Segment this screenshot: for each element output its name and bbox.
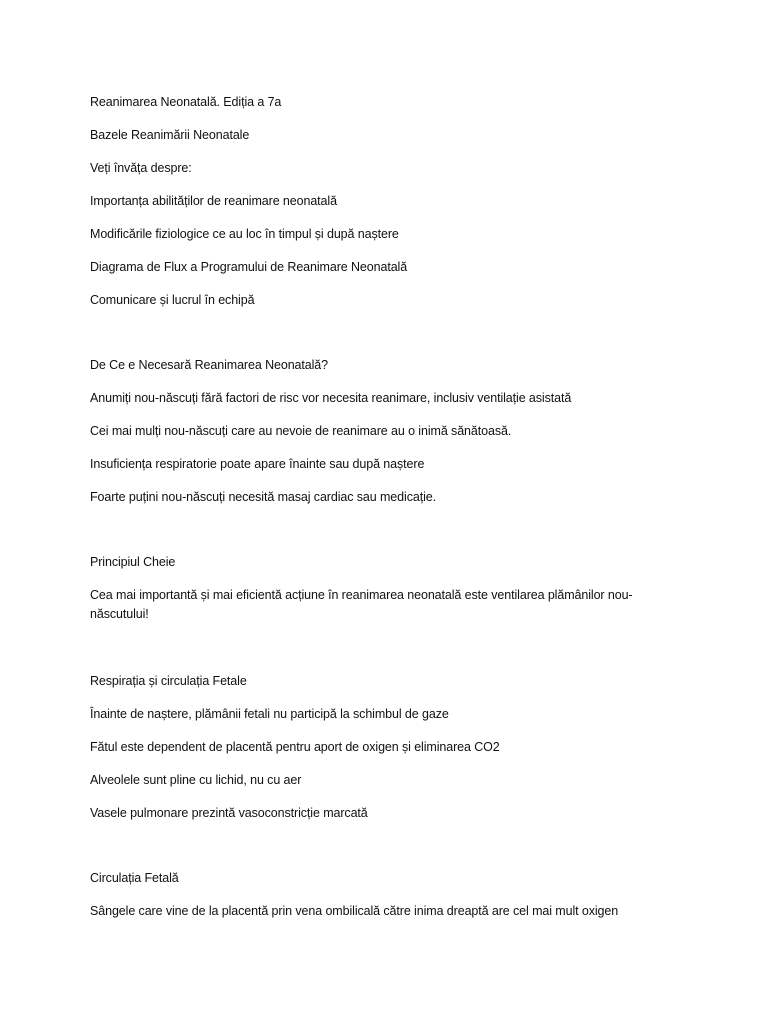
fetal-resp-item: Vasele pulmonare prezintă vasoconstricție marcată xyxy=(90,806,368,820)
section-heading-key-principle: Principiul Cheie xyxy=(90,555,176,569)
fetal-resp-item: Fătul este dependent de placentă pentru aport de oxigen și eliminarea CO2 xyxy=(90,740,500,754)
section-heading-fetal-circulation: Circulația Fetală xyxy=(90,871,179,885)
fetal-resp-item: Alveolele sunt pline cu lichid, nu cu aer xyxy=(90,773,302,787)
why-item: Insuficiența respiratorie poate apare înainte sau după naștere xyxy=(90,457,425,471)
document-subtitle: Bazele Reanimării Neonatale xyxy=(90,128,250,142)
section-heading-fetal-respiration: Respirația și circulația Fetale xyxy=(90,674,247,688)
learn-item: Comunicare și lucrul în echipă xyxy=(90,293,255,307)
why-item: Cei mai mulți nou-născuți care au nevoie de reanimare au o inimă sănătoasă. xyxy=(90,424,512,438)
why-item: Foarte puțini nou-născuți necesită masaj cardiac sau medicație. xyxy=(90,490,436,504)
section-heading-why: De Ce e Necesară Reanimarea Neonatală? xyxy=(90,358,329,372)
fetal-resp-item: Înainte de naștere, plămânii fetali nu participă la schimbul de gaze xyxy=(90,707,449,721)
key-principle-text: Cea mai importantă și mai eficientă acțiune în reanimarea neonatală este ventilarea plămânilor nou-născutului! xyxy=(90,588,633,621)
learn-item: Modificările fiziologice ce au loc în timpul și după naștere xyxy=(90,227,399,241)
learn-heading: Veți învăța despre: xyxy=(90,161,192,175)
document-title: Reanimarea Neonatală. Ediția a 7a xyxy=(90,95,282,109)
learn-item: Importanța abilităților de reanimare neonatală xyxy=(90,194,337,208)
fetal-circ-item: Sângele care vine de la placentă prin vena ombilicală către inima dreaptă are cel mai mult oxigen xyxy=(90,904,619,918)
learn-item: Diagrama de Flux a Programului de Reanimare Neonatală xyxy=(90,260,408,274)
why-item: Anumiți nou-născuți fără factori de risc vor necesita reanimare, inclusiv ventilație asistată xyxy=(90,391,572,405)
